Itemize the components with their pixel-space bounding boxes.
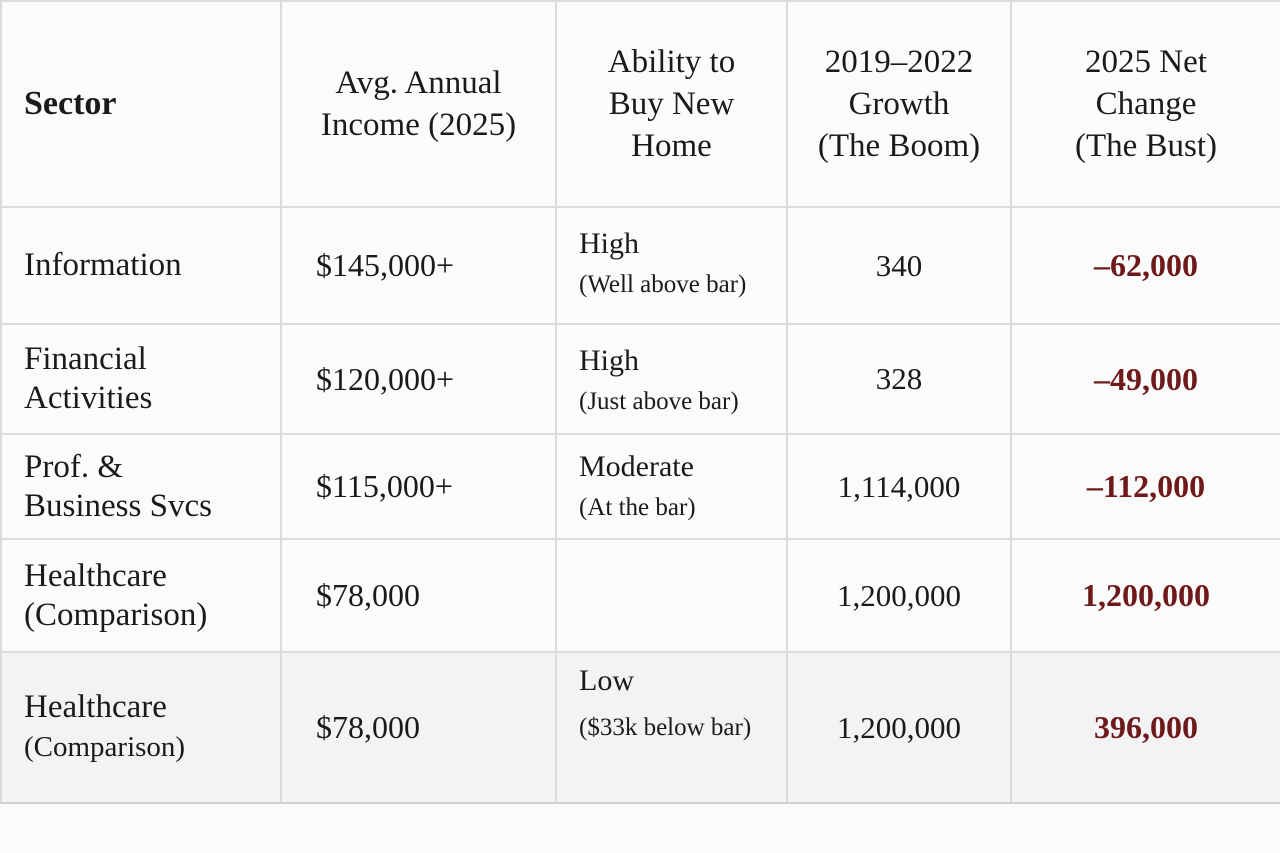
boom-cell xyxy=(787,324,1011,434)
sector-cell xyxy=(1,539,281,652)
bust-cell xyxy=(1011,652,1280,803)
header-income xyxy=(281,1,556,207)
sector-cell xyxy=(1,324,281,434)
ability-cell xyxy=(556,324,787,434)
ability-cell xyxy=(556,652,787,803)
ability-level: High xyxy=(579,344,639,377)
sector-name: Healthcare xyxy=(24,689,167,725)
bust-cell xyxy=(1011,324,1280,434)
header-ability-line1: Ability to xyxy=(607,44,736,80)
header-bust xyxy=(1011,1,1280,207)
income-cell xyxy=(281,434,556,539)
table-row xyxy=(1,207,1280,324)
header-boom-line3: (The Boom) xyxy=(817,128,981,164)
ability-cell xyxy=(556,434,787,539)
header-bust-line1: 2025 Net xyxy=(1085,44,1207,80)
income-cell xyxy=(281,652,556,803)
ability-cell xyxy=(556,539,787,652)
sector-cell xyxy=(1,652,281,803)
sector-cell xyxy=(1,434,281,539)
header-ability xyxy=(556,1,787,207)
sector-name: Prof. & xyxy=(24,448,123,485)
table-row xyxy=(1,324,1280,434)
income-value: $120,000+ xyxy=(316,360,455,397)
sector-name: Financial xyxy=(24,341,147,377)
boom-cell xyxy=(787,207,1011,324)
income-value: $145,000+ xyxy=(316,247,455,283)
income-cell xyxy=(281,324,556,434)
ability-level: Moderate xyxy=(579,450,694,483)
boom-value: 340 xyxy=(875,247,923,283)
table-row xyxy=(1,539,1280,652)
ability-note: (Just above bar) xyxy=(579,388,739,415)
sector-name-line2: Activities xyxy=(24,380,153,416)
income-value: $115,000+ xyxy=(316,468,453,504)
ability-level: Low xyxy=(579,664,634,697)
ability-note: ($33k below bar) xyxy=(579,714,752,741)
boom-value: 328 xyxy=(875,361,923,396)
header-ability-line2: Buy New xyxy=(608,86,735,122)
ability-note: (At the bar) xyxy=(579,494,696,521)
sector-name: Information xyxy=(24,247,182,283)
ability-level: High xyxy=(579,227,639,260)
bust-value: –112,000 xyxy=(1086,468,1206,504)
ability-cell xyxy=(556,207,787,324)
boom-value: 1,114,000 xyxy=(837,468,961,504)
sector-name-line2: Business Svcs xyxy=(24,487,212,524)
boom-value: 1,200,000 xyxy=(837,709,961,745)
header-sector xyxy=(1,1,281,207)
sector-name-line2: (Comparison) xyxy=(24,596,208,633)
boom-cell xyxy=(787,652,1011,803)
income-cell xyxy=(281,207,556,324)
header-income-line1: Avg. Annual xyxy=(335,65,502,101)
bust-value: 396,000 xyxy=(1094,709,1198,745)
sector-name: Healthcare xyxy=(24,557,167,594)
header-bust-line3: (The Bust) xyxy=(1074,128,1218,164)
table-row xyxy=(1,434,1280,539)
header-sector-label: Sector xyxy=(24,85,117,122)
ability-note: (Well above bar) xyxy=(579,271,747,298)
bust-cell xyxy=(1011,434,1280,539)
bust-value: –62,000 xyxy=(1094,247,1198,283)
header-ability-line3: Home xyxy=(631,128,712,164)
income-value: $78,000 xyxy=(316,577,420,613)
bust-value: 1,200,000 xyxy=(1082,577,1210,613)
header-income-line2: Income (2025) xyxy=(320,107,517,143)
sector-name-line2: (Comparison) xyxy=(24,731,186,763)
header-boom-line2: Growth xyxy=(848,86,950,122)
boom-value: 1,200,000 xyxy=(837,577,961,613)
boom-cell xyxy=(787,434,1011,539)
header-boom-line1: 2019–2022 xyxy=(824,44,974,80)
bust-cell xyxy=(1011,539,1280,652)
bust-value: –49,000 xyxy=(1094,360,1198,397)
income-value: $78,000 xyxy=(316,709,420,745)
bust-cell xyxy=(1011,207,1280,324)
header-boom xyxy=(787,1,1011,207)
boom-cell xyxy=(787,539,1011,652)
income-cell xyxy=(281,539,556,652)
sector-cell xyxy=(1,207,281,324)
header-bust-line2: Change xyxy=(1095,86,1197,122)
table-row-highlighted xyxy=(1,652,1280,803)
header-row xyxy=(1,1,1280,207)
